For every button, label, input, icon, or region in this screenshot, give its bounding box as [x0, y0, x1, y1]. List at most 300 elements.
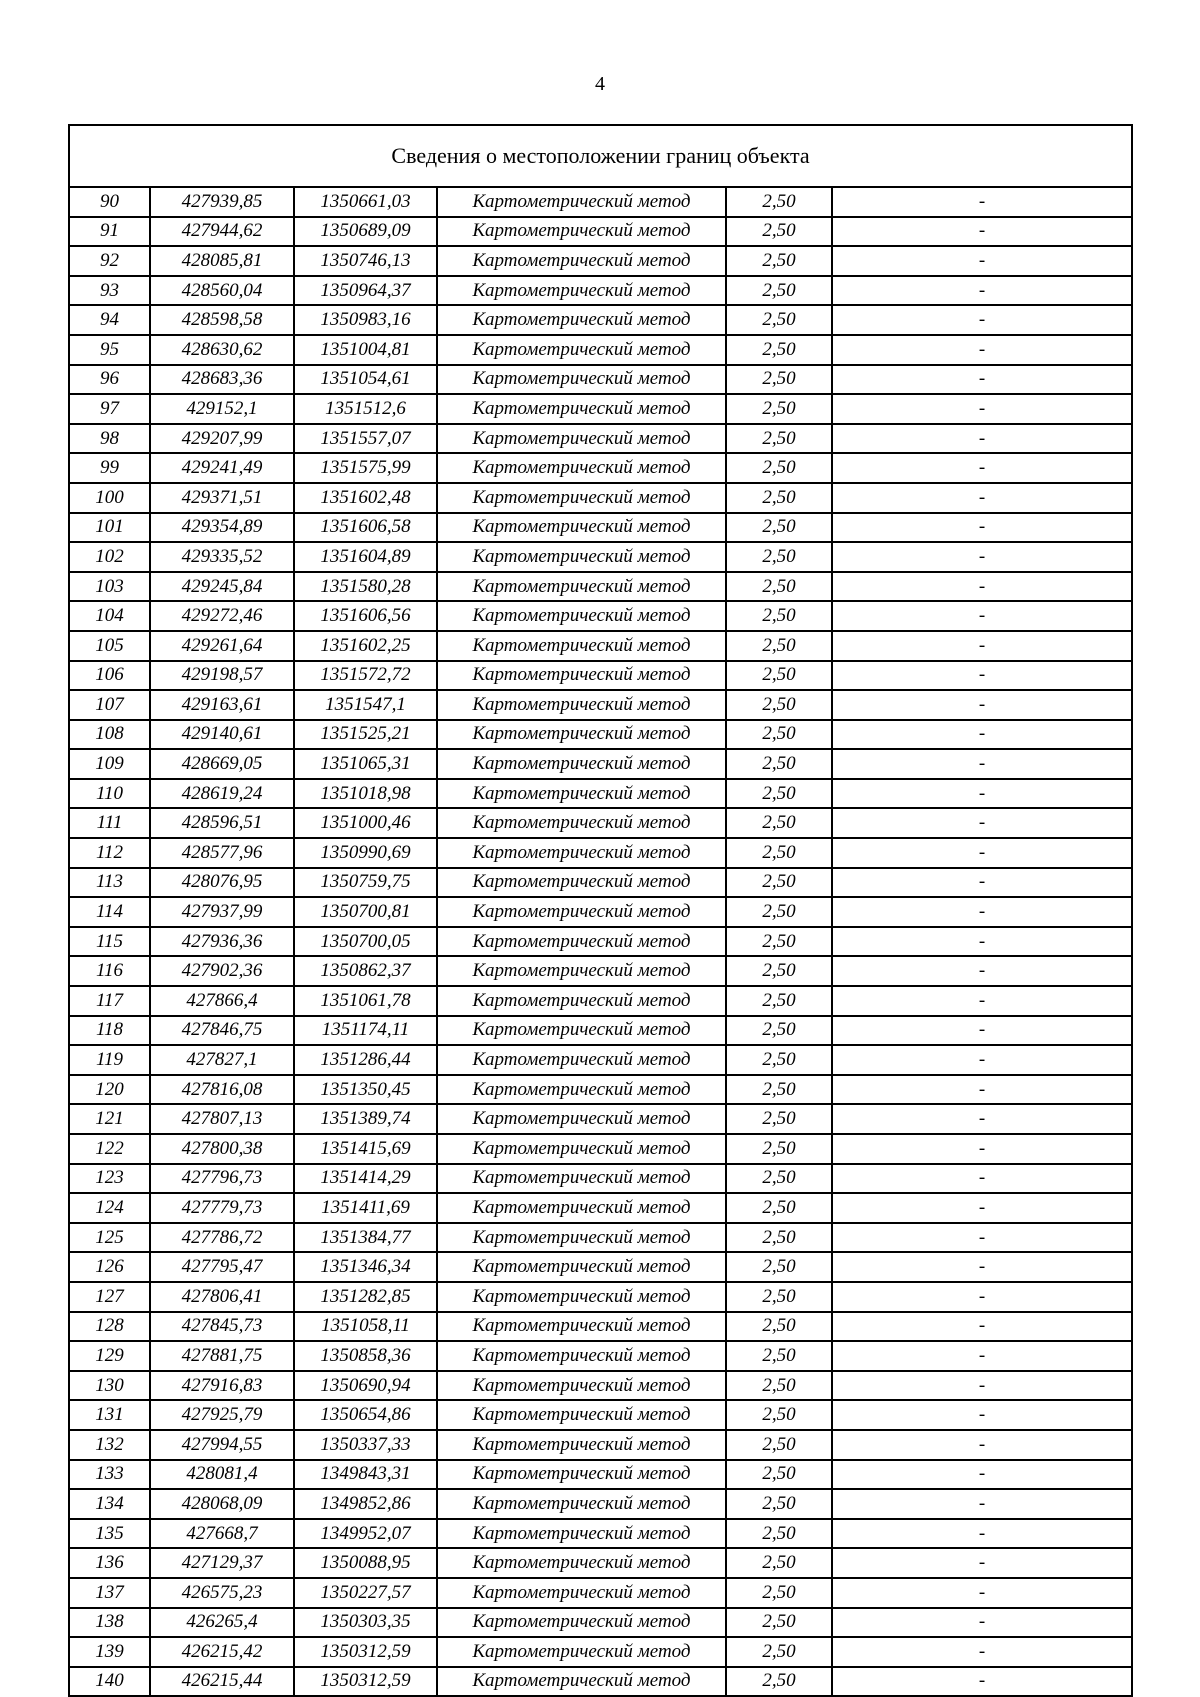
description-cell: - — [832, 838, 1132, 868]
accuracy-cell: 2,50 — [726, 1312, 832, 1342]
accuracy-cell: 2,50 — [726, 513, 832, 543]
description-cell: - — [832, 1430, 1132, 1460]
boundary-coordinates-table — [68, 124, 1133, 1697]
description-cell: - — [832, 483, 1132, 513]
y-coordinate-cell: 1349843,31 — [294, 1460, 437, 1490]
point-number-cell: 91 — [69, 217, 150, 247]
accuracy-cell: 2,50 — [726, 217, 832, 247]
point-number-cell: 110 — [69, 779, 150, 809]
accuracy-cell: 2,50 — [726, 246, 832, 276]
accuracy-cell: 2,50 — [726, 394, 832, 424]
accuracy-cell: 2,50 — [726, 1430, 832, 1460]
point-number-cell: 105 — [69, 631, 150, 661]
accuracy-cell: 2,50 — [726, 601, 832, 631]
method-cell: Картометрический метод — [437, 1164, 726, 1194]
y-coordinate-cell: 1350654,86 — [294, 1400, 437, 1430]
point-number-cell: 90 — [69, 187, 150, 217]
table-row — [69, 868, 1132, 898]
x-coordinate-cell: 428085,81 — [150, 246, 294, 276]
x-coordinate-cell: 428669,05 — [150, 749, 294, 779]
method-cell: Картометрический метод — [437, 690, 726, 720]
point-number-cell: 93 — [69, 276, 150, 306]
y-coordinate-cell: 1350746,13 — [294, 246, 437, 276]
method-cell: Картометрический метод — [437, 1637, 726, 1667]
description-cell: - — [832, 927, 1132, 957]
y-coordinate-cell: 1351604,89 — [294, 542, 437, 572]
y-coordinate-cell: 1351415,69 — [294, 1134, 437, 1164]
table-row — [69, 1282, 1132, 1312]
accuracy-cell: 2,50 — [726, 868, 832, 898]
x-coordinate-cell: 428068,09 — [150, 1489, 294, 1519]
accuracy-cell: 2,50 — [726, 1134, 832, 1164]
description-cell: - — [832, 1282, 1132, 1312]
method-cell: Картометрический метод — [437, 246, 726, 276]
description-cell: - — [832, 187, 1132, 217]
point-number-cell: 95 — [69, 335, 150, 365]
x-coordinate-cell: 427881,75 — [150, 1341, 294, 1371]
table-row — [69, 1548, 1132, 1578]
table-row — [69, 1164, 1132, 1194]
accuracy-cell: 2,50 — [726, 631, 832, 661]
accuracy-cell: 2,50 — [726, 1282, 832, 1312]
method-cell: Картометрический метод — [437, 572, 726, 602]
description-cell: - — [832, 1519, 1132, 1549]
y-coordinate-cell: 1350990,69 — [294, 838, 437, 868]
method-cell: Картометрический метод — [437, 1667, 726, 1697]
y-coordinate-cell: 1350337,33 — [294, 1430, 437, 1460]
x-coordinate-cell: 429163,61 — [150, 690, 294, 720]
point-number-cell: 131 — [69, 1400, 150, 1430]
table-title: Сведения о местоположении границ объекта — [69, 125, 1132, 187]
point-number-cell: 136 — [69, 1548, 150, 1578]
accuracy-cell: 2,50 — [726, 1252, 832, 1282]
y-coordinate-cell: 1349952,07 — [294, 1519, 437, 1549]
x-coordinate-cell: 428577,96 — [150, 838, 294, 868]
y-coordinate-cell: 1350227,57 — [294, 1578, 437, 1608]
table-row — [69, 1312, 1132, 1342]
y-coordinate-cell: 1351547,1 — [294, 690, 437, 720]
description-cell: - — [832, 1400, 1132, 1430]
point-number-cell: 98 — [69, 424, 150, 454]
description-cell: - — [832, 1578, 1132, 1608]
point-number-cell: 137 — [69, 1578, 150, 1608]
accuracy-cell: 2,50 — [726, 424, 832, 454]
method-cell: Картометрический метод — [437, 542, 726, 572]
y-coordinate-cell: 1350858,36 — [294, 1341, 437, 1371]
table-row — [69, 927, 1132, 957]
y-coordinate-cell: 1351384,77 — [294, 1223, 437, 1253]
table-row — [69, 749, 1132, 779]
x-coordinate-cell: 427916,83 — [150, 1371, 294, 1401]
table-row — [69, 956, 1132, 986]
point-number-cell: 114 — [69, 897, 150, 927]
description-cell: - — [832, 661, 1132, 691]
x-coordinate-cell: 429198,57 — [150, 661, 294, 691]
y-coordinate-cell: 1351065,31 — [294, 749, 437, 779]
table-row — [69, 1223, 1132, 1253]
table-row — [69, 217, 1132, 247]
x-coordinate-cell: 427800,38 — [150, 1134, 294, 1164]
y-coordinate-cell: 1350862,37 — [294, 956, 437, 986]
accuracy-cell: 2,50 — [726, 1223, 832, 1253]
x-coordinate-cell: 428619,24 — [150, 779, 294, 809]
accuracy-cell: 2,50 — [726, 1489, 832, 1519]
accuracy-cell: 2,50 — [726, 542, 832, 572]
point-number-cell: 128 — [69, 1312, 150, 1342]
method-cell: Картометрический метод — [437, 394, 726, 424]
x-coordinate-cell: 427129,37 — [150, 1548, 294, 1578]
method-cell: Картометрический метод — [437, 1075, 726, 1105]
accuracy-cell: 2,50 — [726, 1371, 832, 1401]
accuracy-cell: 2,50 — [726, 720, 832, 750]
x-coordinate-cell: 428560,04 — [150, 276, 294, 306]
accuracy-cell: 2,50 — [726, 1578, 832, 1608]
description-cell: - — [832, 779, 1132, 809]
y-coordinate-cell: 1351350,45 — [294, 1075, 437, 1105]
accuracy-cell: 2,50 — [726, 187, 832, 217]
x-coordinate-cell: 429371,51 — [150, 483, 294, 513]
table-row — [69, 1578, 1132, 1608]
method-cell: Картометрический метод — [437, 1460, 726, 1490]
description-cell: - — [832, 246, 1132, 276]
y-coordinate-cell: 1350964,37 — [294, 276, 437, 306]
table-row — [69, 1460, 1132, 1490]
table-row — [69, 1075, 1132, 1105]
x-coordinate-cell: 427939,85 — [150, 187, 294, 217]
point-number-cell: 107 — [69, 690, 150, 720]
x-coordinate-cell: 429272,46 — [150, 601, 294, 631]
x-coordinate-cell: 427795,47 — [150, 1252, 294, 1282]
accuracy-cell: 2,50 — [726, 572, 832, 602]
method-cell: Картометрический метод — [437, 779, 726, 809]
accuracy-cell: 2,50 — [726, 1637, 832, 1667]
description-cell: - — [832, 1104, 1132, 1134]
table-row — [69, 1667, 1132, 1697]
description-cell: - — [832, 424, 1132, 454]
y-coordinate-cell: 1350689,09 — [294, 217, 437, 247]
y-coordinate-cell: 1350303,35 — [294, 1608, 437, 1638]
x-coordinate-cell: 426215,44 — [150, 1667, 294, 1697]
y-coordinate-cell: 1351572,72 — [294, 661, 437, 691]
boundary-table-container — [68, 124, 1131, 1697]
method-cell: Картометрический метод — [437, 1608, 726, 1638]
point-number-cell: 100 — [69, 483, 150, 513]
accuracy-cell: 2,50 — [726, 749, 832, 779]
x-coordinate-cell: 427925,79 — [150, 1400, 294, 1430]
point-number-cell: 126 — [69, 1252, 150, 1282]
description-cell: - — [832, 1460, 1132, 1490]
x-coordinate-cell: 429335,52 — [150, 542, 294, 572]
point-number-cell: 115 — [69, 927, 150, 957]
accuracy-cell: 2,50 — [726, 1104, 832, 1134]
point-number-cell: 127 — [69, 1282, 150, 1312]
point-number-cell: 130 — [69, 1371, 150, 1401]
table-row — [69, 986, 1132, 1016]
accuracy-cell: 2,50 — [726, 1608, 832, 1638]
x-coordinate-cell: 429152,1 — [150, 394, 294, 424]
table-row — [69, 513, 1132, 543]
y-coordinate-cell: 1350700,05 — [294, 927, 437, 957]
method-cell: Картометрический метод — [437, 897, 726, 927]
table-row — [69, 808, 1132, 838]
point-number-cell: 101 — [69, 513, 150, 543]
point-number-cell: 103 — [69, 572, 150, 602]
x-coordinate-cell: 427902,36 — [150, 956, 294, 986]
accuracy-cell: 2,50 — [726, 1045, 832, 1075]
accuracy-cell: 2,50 — [726, 779, 832, 809]
description-cell: - — [832, 1223, 1132, 1253]
x-coordinate-cell: 429245,84 — [150, 572, 294, 602]
description-cell: - — [832, 690, 1132, 720]
point-number-cell: 102 — [69, 542, 150, 572]
y-coordinate-cell: 1351000,46 — [294, 808, 437, 838]
point-number-cell: 124 — [69, 1193, 150, 1223]
description-cell: - — [832, 365, 1132, 395]
x-coordinate-cell: 427937,99 — [150, 897, 294, 927]
method-cell: Картометрический метод — [437, 631, 726, 661]
x-coordinate-cell: 427846,75 — [150, 1016, 294, 1046]
description-cell: - — [832, 749, 1132, 779]
method-cell: Картометрический метод — [437, 808, 726, 838]
point-number-cell: 94 — [69, 305, 150, 335]
table-row — [69, 1193, 1132, 1223]
y-coordinate-cell: 1351346,34 — [294, 1252, 437, 1282]
table-row — [69, 1637, 1132, 1667]
y-coordinate-cell: 1351602,48 — [294, 483, 437, 513]
description-cell: - — [832, 305, 1132, 335]
y-coordinate-cell: 1351411,69 — [294, 1193, 437, 1223]
y-coordinate-cell: 1351054,61 — [294, 365, 437, 395]
description-cell: - — [832, 868, 1132, 898]
point-number-cell: 138 — [69, 1608, 150, 1638]
accuracy-cell: 2,50 — [726, 305, 832, 335]
method-cell: Картометрический метод — [437, 661, 726, 691]
point-number-cell: 139 — [69, 1637, 150, 1667]
method-cell: Картометрический метод — [437, 927, 726, 957]
description-cell: - — [832, 1667, 1132, 1697]
table-row — [69, 779, 1132, 809]
accuracy-cell: 2,50 — [726, 661, 832, 691]
point-number-cell: 109 — [69, 749, 150, 779]
x-coordinate-cell: 429261,64 — [150, 631, 294, 661]
method-cell: Картометрический метод — [437, 1400, 726, 1430]
y-coordinate-cell: 1351512,6 — [294, 394, 437, 424]
method-cell: Картометрический метод — [437, 1430, 726, 1460]
description-cell: - — [832, 1252, 1132, 1282]
y-coordinate-cell: 1351602,25 — [294, 631, 437, 661]
description-cell: - — [832, 1637, 1132, 1667]
point-number-cell: 96 — [69, 365, 150, 395]
y-coordinate-cell: 1351557,07 — [294, 424, 437, 454]
x-coordinate-cell: 428683,36 — [150, 365, 294, 395]
method-cell: Картометрический метод — [437, 1134, 726, 1164]
point-number-cell: 125 — [69, 1223, 150, 1253]
description-cell: - — [832, 276, 1132, 306]
description-cell: - — [832, 956, 1132, 986]
accuracy-cell: 2,50 — [726, 897, 832, 927]
description-cell: - — [832, 808, 1132, 838]
method-cell: Картометрический метод — [437, 365, 726, 395]
x-coordinate-cell: 427807,13 — [150, 1104, 294, 1134]
y-coordinate-cell: 1350088,95 — [294, 1548, 437, 1578]
description-cell: - — [832, 1608, 1132, 1638]
table-row — [69, 572, 1132, 602]
table-row — [69, 305, 1132, 335]
page-number: 4 — [595, 73, 605, 95]
description-cell: - — [832, 720, 1132, 750]
accuracy-cell: 2,50 — [726, 690, 832, 720]
method-cell: Картометрический метод — [437, 1104, 726, 1134]
x-coordinate-cell: 428630,62 — [150, 335, 294, 365]
y-coordinate-cell: 1351058,11 — [294, 1312, 437, 1342]
point-number-cell: 117 — [69, 986, 150, 1016]
x-coordinate-cell: 427936,36 — [150, 927, 294, 957]
point-number-cell: 116 — [69, 956, 150, 986]
point-number-cell: 134 — [69, 1489, 150, 1519]
table-row — [69, 1519, 1132, 1549]
point-number-cell: 132 — [69, 1430, 150, 1460]
method-cell: Картометрический метод — [437, 1548, 726, 1578]
accuracy-cell: 2,50 — [726, 956, 832, 986]
accuracy-cell: 2,50 — [726, 838, 832, 868]
point-number-cell: 123 — [69, 1164, 150, 1194]
x-coordinate-cell: 427845,73 — [150, 1312, 294, 1342]
table-row — [69, 838, 1132, 868]
point-number-cell: 97 — [69, 394, 150, 424]
table-row — [69, 276, 1132, 306]
method-cell: Картометрический метод — [437, 187, 726, 217]
table-row — [69, 1104, 1132, 1134]
accuracy-cell: 2,50 — [726, 483, 832, 513]
point-number-cell: 122 — [69, 1134, 150, 1164]
table-row — [69, 1430, 1132, 1460]
accuracy-cell: 2,50 — [726, 1667, 832, 1697]
y-coordinate-cell: 1351018,98 — [294, 779, 437, 809]
y-coordinate-cell: 1350983,16 — [294, 305, 437, 335]
description-cell: - — [832, 601, 1132, 631]
x-coordinate-cell: 429354,89 — [150, 513, 294, 543]
y-coordinate-cell: 1351575,99 — [294, 453, 437, 483]
x-coordinate-cell: 429207,99 — [150, 424, 294, 454]
table-row — [69, 1371, 1132, 1401]
point-number-cell: 108 — [69, 720, 150, 750]
accuracy-cell: 2,50 — [726, 1400, 832, 1430]
accuracy-cell: 2,50 — [726, 1548, 832, 1578]
accuracy-cell: 2,50 — [726, 1519, 832, 1549]
point-number-cell: 121 — [69, 1104, 150, 1134]
description-cell: - — [832, 1016, 1132, 1046]
description-cell: - — [832, 1371, 1132, 1401]
method-cell: Картометрический метод — [437, 424, 726, 454]
table-row — [69, 542, 1132, 572]
y-coordinate-cell: 1351286,44 — [294, 1045, 437, 1075]
method-cell: Картометрический метод — [437, 1252, 726, 1282]
table-row — [69, 365, 1132, 395]
method-cell: Картометрический метод — [437, 1312, 726, 1342]
table-row — [69, 1489, 1132, 1519]
method-cell: Картометрический метод — [437, 1578, 726, 1608]
point-number-cell: 140 — [69, 1667, 150, 1697]
accuracy-cell: 2,50 — [726, 276, 832, 306]
accuracy-cell: 2,50 — [726, 453, 832, 483]
method-cell: Картометрический метод — [437, 1282, 726, 1312]
description-cell: - — [832, 217, 1132, 247]
table-row — [69, 661, 1132, 691]
accuracy-cell: 2,50 — [726, 927, 832, 957]
point-number-cell: 129 — [69, 1341, 150, 1371]
y-coordinate-cell: 1350700,81 — [294, 897, 437, 927]
method-cell: Картометрический метод — [437, 1371, 726, 1401]
table-row — [69, 720, 1132, 750]
method-cell: Картометрический метод — [437, 1519, 726, 1549]
point-number-cell: 113 — [69, 868, 150, 898]
table-row — [69, 1016, 1132, 1046]
y-coordinate-cell: 1351061,78 — [294, 986, 437, 1016]
description-cell: - — [832, 1164, 1132, 1194]
description-cell: - — [832, 513, 1132, 543]
method-cell: Картометрический метод — [437, 1223, 726, 1253]
table-row — [69, 1608, 1132, 1638]
accuracy-cell: 2,50 — [726, 1193, 832, 1223]
method-cell: Картометрический метод — [437, 305, 726, 335]
point-number-cell: 92 — [69, 246, 150, 276]
method-cell: Картометрический метод — [437, 1045, 726, 1075]
x-coordinate-cell: 427944,62 — [150, 217, 294, 247]
table-header-row — [69, 125, 1132, 187]
table-row — [69, 335, 1132, 365]
y-coordinate-cell: 1351389,74 — [294, 1104, 437, 1134]
point-number-cell: 120 — [69, 1075, 150, 1105]
point-number-cell: 111 — [69, 808, 150, 838]
method-cell: Картометрический метод — [437, 335, 726, 365]
method-cell: Картометрический метод — [437, 276, 726, 306]
point-number-cell: 135 — [69, 1519, 150, 1549]
description-cell: - — [832, 542, 1132, 572]
method-cell: Картометрический метод — [437, 956, 726, 986]
method-cell: Картометрический метод — [437, 453, 726, 483]
x-coordinate-cell: 426215,42 — [150, 1637, 294, 1667]
x-coordinate-cell: 427806,41 — [150, 1282, 294, 1312]
x-coordinate-cell: 427779,73 — [150, 1193, 294, 1223]
method-cell: Картометрический метод — [437, 720, 726, 750]
description-cell: - — [832, 631, 1132, 661]
y-coordinate-cell: 1351580,28 — [294, 572, 437, 602]
description-cell: - — [832, 1341, 1132, 1371]
table-row — [69, 897, 1132, 927]
description-cell: - — [832, 1045, 1132, 1075]
description-cell: - — [832, 1193, 1132, 1223]
point-number-cell: 133 — [69, 1460, 150, 1490]
description-cell: - — [832, 394, 1132, 424]
accuracy-cell: 2,50 — [726, 1341, 832, 1371]
description-cell: - — [832, 1489, 1132, 1519]
method-cell: Картометрический метод — [437, 749, 726, 779]
table-row — [69, 424, 1132, 454]
y-coordinate-cell: 1351004,81 — [294, 335, 437, 365]
accuracy-cell: 2,50 — [726, 1460, 832, 1490]
table-row — [69, 690, 1132, 720]
point-number-cell: 119 — [69, 1045, 150, 1075]
method-cell: Картометрический метод — [437, 217, 726, 247]
y-coordinate-cell: 1351606,56 — [294, 601, 437, 631]
method-cell: Картометрический метод — [437, 838, 726, 868]
x-coordinate-cell: 426575,23 — [150, 1578, 294, 1608]
table-row — [69, 1252, 1132, 1282]
description-cell: - — [832, 1134, 1132, 1164]
y-coordinate-cell: 1351282,85 — [294, 1282, 437, 1312]
y-coordinate-cell: 1351414,29 — [294, 1164, 437, 1194]
method-cell: Картометрический метод — [437, 1193, 726, 1223]
